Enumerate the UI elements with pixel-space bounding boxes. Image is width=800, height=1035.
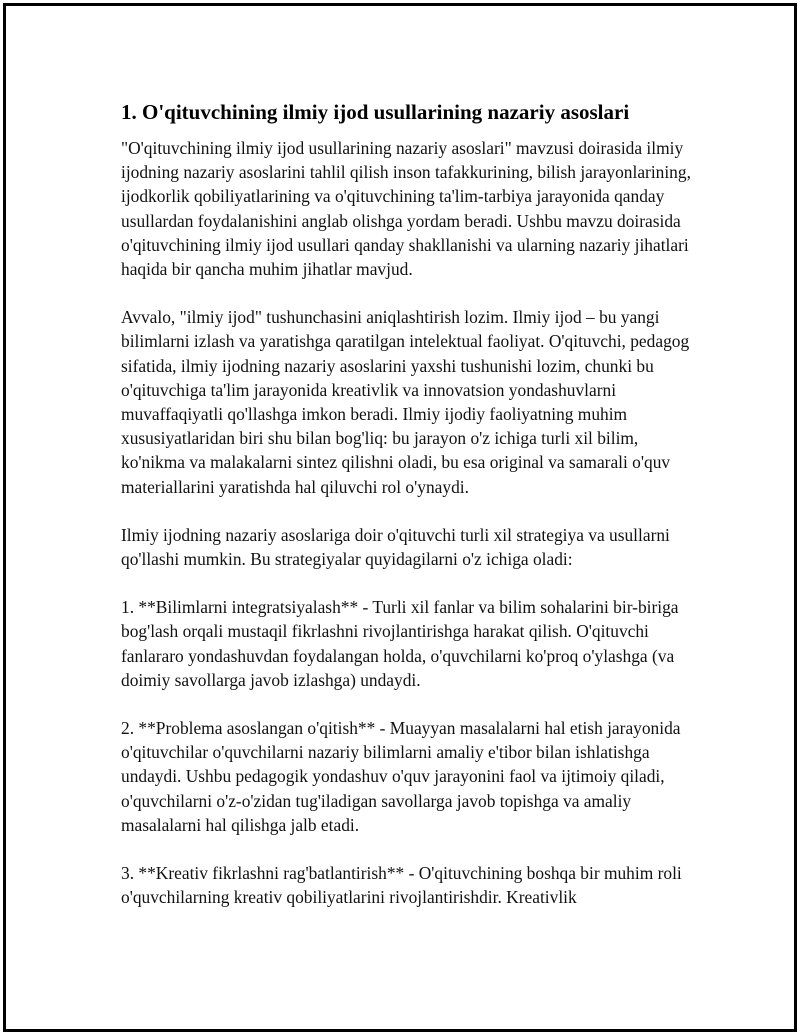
section-heading: 1. O'qituvchining ilmiy ijod usullarining nazariy asoslari (121, 100, 630, 124)
page-frame (3, 3, 797, 1032)
list-item-1: 1. **Bilimlarni integratsiyalash** - Turli xil fanlar va bilim sohalarini bir-biriga bog'lash orqali mustaqil fikrlashni rivojlantirishga harakat qilish. O'qituvchi fanlararo yondashuvdan foydalangan holda, o'quvchilarni ko'proq o'ylashga (va doimiy savollarga javob izlashga) undaydi. (121, 597, 679, 690)
list-item-2: 2. **Problema asoslangan o'qitish** - Muayyan masalalarni hal etish jarayonida o'qituvchilar o'quvchilarni nazariy bilimlarni amaliy e'tibor bilan ishlatishga undaydi. Ushbu pedagogik yondashuv o'quv jarayonini faol va ijtimoiy qiladi, o'quvchilarni o'z-o'zidan tug'iladigan savollarga javob topishga va amaliy masalalarni hal qilishga jalb etadi. (121, 718, 681, 835)
paragraph-intro: "O'qituvchining ilmiy ijod usullarining nazariy asoslari" mavzusi doirasida ilmiy ijodning nazariy asoslarini tahlil qilish inson tafakkurining, bilish jarayonlarining, ijodkorlik qobiliyatlarining va o'qituvchining ta'lim-tarbiya jarayonida qanday usullardan foydalanishini anglab olishga yordam beradi. Ushbu mavzu doirasida o'qituvchining ilmiy ijod usullari qanday shakllanishi va ularning nazariy jihatlari haqida bir qancha muhim jihatlar mavjud. (121, 138, 691, 280)
list-item-3: 3. **Kreativ fikrlashni rag'batlantirish** - O'qituvchining boshqa bir muhim roli o'quvchilarning kreativ qobiliyatlarini rivojlantirishdir. Kreativlik (121, 863, 682, 908)
paragraph-definition: Avvalo, "ilmiy ijod" tushunchasini aniqlashtirish lozim. Ilmiy ijod – bu yangi bilimlarni izlash va yaratishga qaratilgan intelektual faoliyat. O'qituvchi, pedagog sifatida, ilmiy ijodning nazariy asoslarini yaxshi tushunishi lozim, chunki bu o'qituvchiga ta'lim jarayonida kreativlik va innovatsion yondashuvlarni muvaffaqiyatli qo'llashga imkon beradi. Ilmiy ijodiy faoliyatning muhim xususiyatlaridan biri shu bilan bog'liq: bu jarayon o'z ichiga turli xil bilim, ko'nikma va malakalarni sintez qilishni oladi, bu esa original va samarali o'quv materiallarini yaratishda hal qiluvchi rol o'ynaydi. (121, 307, 690, 497)
paragraph-strategies-intro: Ilmiy ijodning nazariy asoslariga doir o'qituvchi turli xil strategiya va usullarni qo'llashi mumkin. Bu strategiyalar quyidagilarni o'z ichiga oladi: (121, 524, 670, 570)
document-body (121, 98, 701, 933)
